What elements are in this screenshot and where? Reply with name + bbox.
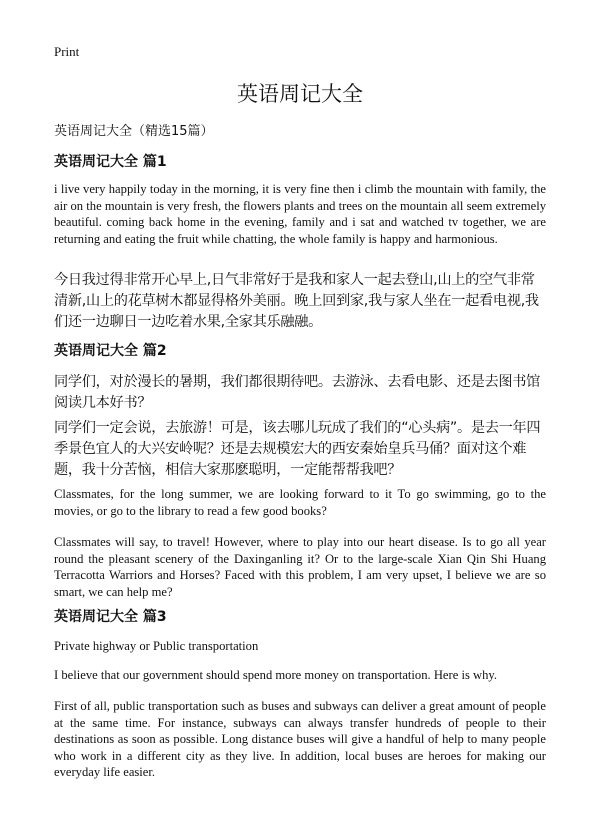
- section-2-chinese-paragraph-2: 同学们一定会说，去旅游！可是，该去哪儿玩成了我们的“心头病”。是去一年四季景色宜人的大兴安岭呢？还是去规模宏大的西安秦始皇兵马俑？面对这个难题，我十分苦恼，相信大家那麽聪明，一定能帮帮我吧？: [54, 420, 541, 478]
- section-3-english-paragraph-2: I believe that our government should spend more money on transportation. Here is why.: [54, 668, 498, 682]
- section-heading-2: 英语周记大全 篇2: [54, 343, 167, 359]
- document-subtitle: 英语周记大全（精选15篇）: [54, 124, 214, 139]
- section-1-english-paragraph: i live very happily today in the morning, it is very fine then i climb the mountain with family, the air on the mountain is very fresh, the flowers plants and trees on the mountain all seem extremely beautiful. coming back home in the evening, family and i sat and watched tv together, we are returning and eating the fruit while chatting, the whole family is happy and harmonious.: [54, 182, 546, 246]
- section-2-english-paragraph-2: Classmates will say, to travel! However, where to play into our heart disease. Is to go all year round the pleasant scenery of the Daxinganling it? Or to the large-scale Xian Qin Shi Huang Terracotta Warriors and Horses? Faced with this problem, I am very upset, I believe we are so smart, we can help me?: [54, 535, 546, 599]
- section-heading-1: 英语周记大全 篇1: [54, 154, 167, 170]
- section-2-english-paragraph-1: Classmates, for the long summer, we are looking forward to it To go swimming, go to the movies, or go to the library to read a few good books?: [54, 487, 546, 518]
- section-heading-3: 英语周记大全 篇3: [54, 609, 167, 625]
- section-2-chinese-paragraph-1: 同学们，对於漫长的暑期，我们都很期待吧。去游泳、去看电影、还是去图书馆阅读几本好书？: [54, 374, 541, 411]
- print-label[interactable]: Print: [54, 44, 80, 59]
- section-3-english-paragraph-1: Private highway or Public transportation: [54, 639, 259, 653]
- section-3-english-paragraph-3: First of all, public transportation such as buses and subways can deliver a great amount of people at the same time. For instance, subways can always transfer hundreds of people to their destinations as soon as possible. Long distance buses will give a handful of help to many people who work in a different city as they live. In addition, local buses are heroes for making our everyday life easier.: [54, 699, 546, 780]
- document-title: 英语周记大全: [237, 82, 363, 106]
- section-1-chinese-paragraph: 今日我过得非常开心早上,日气非常好于是我和家人一起去登山,山上的空气非常清新,山上的花草树木都显得格外美丽。晚上回到家,我与家人坐在一起看电视,我们还一边聊日一边吃着水果,全家其乐融融。: [54, 272, 539, 330]
